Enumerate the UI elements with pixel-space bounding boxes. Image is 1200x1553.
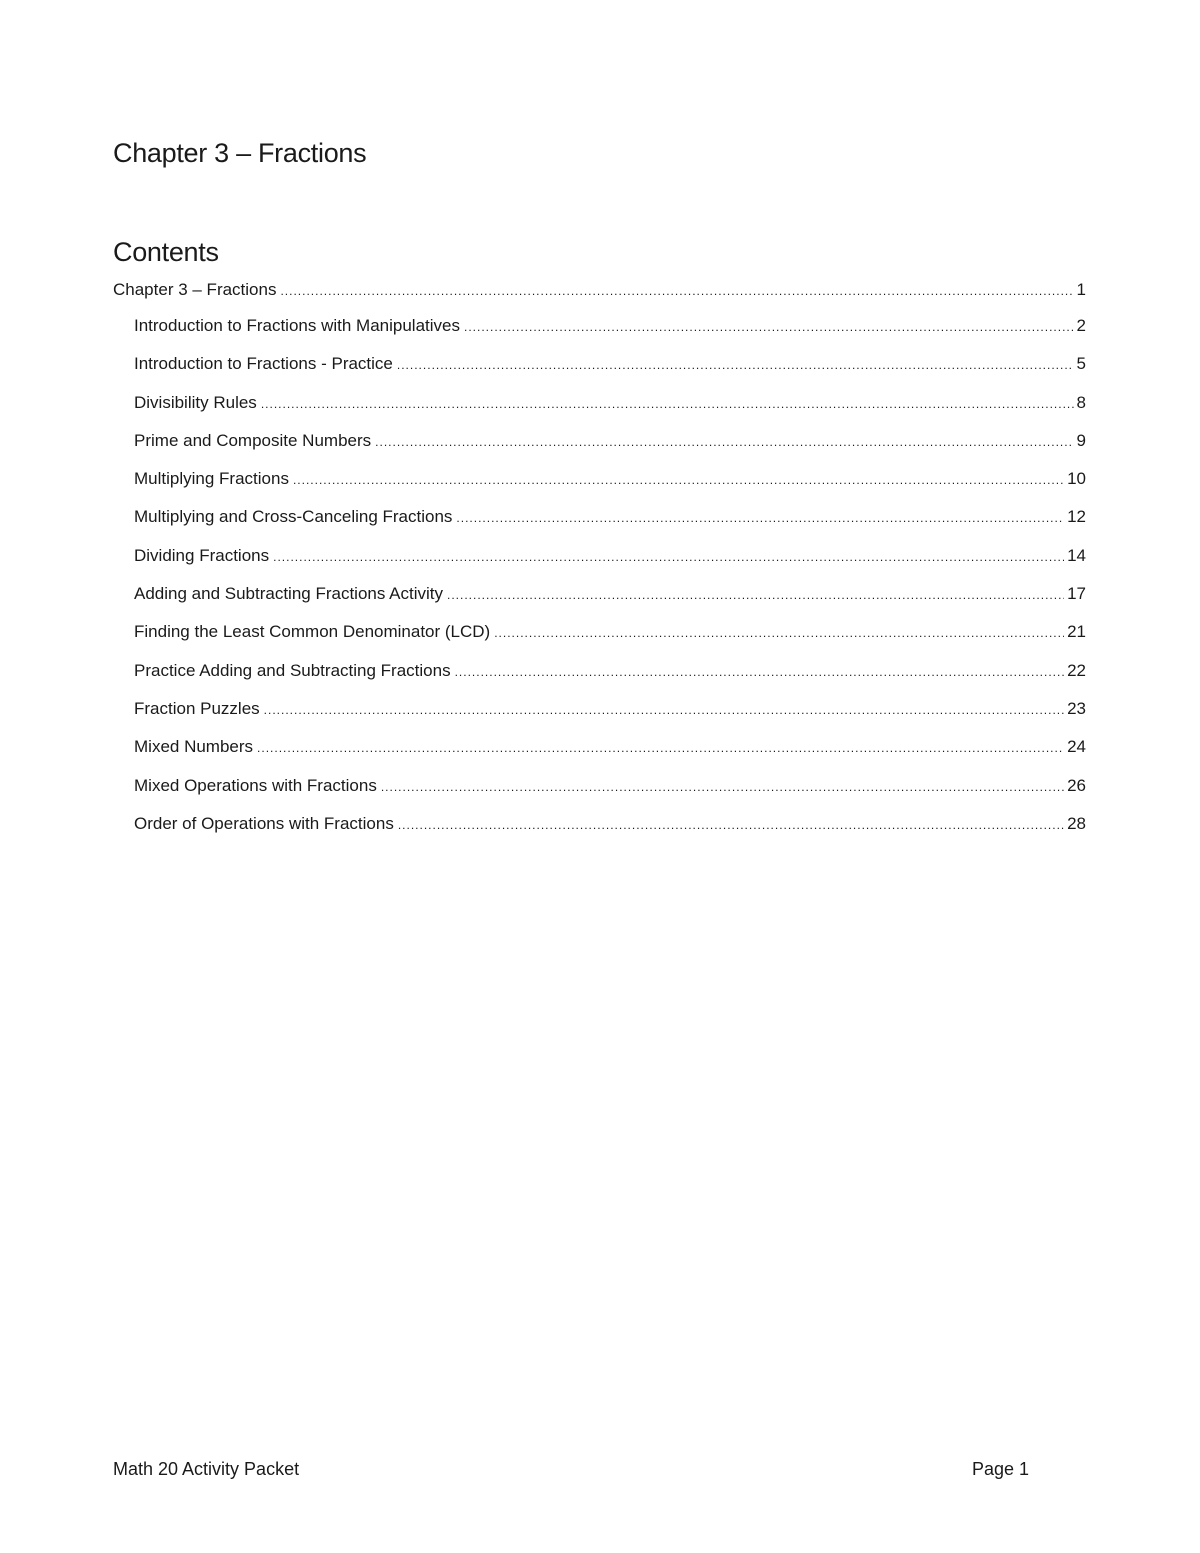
toc-entry[interactable]: [113, 352, 1086, 390]
toc-dot-leader: [494, 621, 1064, 645]
toc-entry[interactable]: [113, 544, 1086, 582]
toc-entry[interactable]: [113, 467, 1086, 505]
toc-entry-label: Prime and Composite Numbers: [134, 430, 372, 450]
toc-dot-leader: [398, 813, 1064, 837]
toc-entry[interactable]: [113, 314, 1086, 352]
toc-entry-label: Finding the Least Common Denominator (LCD): [134, 622, 491, 642]
toc-entry-page: 28: [1067, 813, 1086, 833]
toc-entry-label: Fraction Puzzles: [134, 698, 260, 718]
toc-entry-label: Order of Operations with Fractions: [134, 813, 394, 833]
toc-entry[interactable]: [113, 278, 1086, 314]
toc-entry[interactable]: [113, 735, 1086, 773]
toc-entry-page: 24: [1067, 737, 1086, 757]
toc-entry[interactable]: [113, 659, 1086, 697]
toc-entry[interactable]: [113, 505, 1086, 543]
toc-dot-leader: [257, 736, 1064, 760]
toc-entry-page: 23: [1067, 698, 1086, 718]
toc-entry-label: Multiplying Fractions: [134, 469, 289, 489]
toc-dot-leader: [280, 279, 1073, 303]
toc-dot-leader: [273, 545, 1064, 569]
toc-entry-label: Dividing Fractions: [134, 545, 270, 565]
toc-entry-page: 2: [1076, 316, 1086, 335]
footer-page-number: Page 1: [972, 1459, 1030, 1479]
toc-entry[interactable]: [113, 391, 1086, 429]
toc-dot-leader: [381, 775, 1064, 799]
toc-dot-leader: [397, 353, 1074, 377]
toc-entry-page: 14: [1067, 545, 1086, 565]
toc-dot-leader: [293, 468, 1064, 492]
toc-entry-label: Introduction to Fractions - Practice: [134, 354, 393, 374]
toc-dot-leader: [447, 583, 1064, 607]
chapter-title: Chapter 3 – Fractions: [113, 138, 367, 168]
toc-dot-leader: [261, 392, 1074, 416]
toc-entry-page: 21: [1067, 622, 1086, 642]
toc-dot-leader: [264, 698, 1064, 722]
toc-entry[interactable]: [113, 582, 1086, 620]
toc-entry-label: Multiplying and Cross-Canceling Fractions: [134, 507, 453, 527]
toc-entry[interactable]: [113, 774, 1086, 812]
toc-entry-page: 5: [1076, 354, 1086, 374]
toc-dot-leader: [456, 506, 1064, 530]
toc-entry-label: Practice Adding and Subtracting Fractions: [134, 660, 451, 680]
toc-entry-label: Adding and Subtracting Fractions Activity: [134, 584, 443, 604]
toc-entry-label: Introduction to Fractions with Manipulatives: [134, 316, 460, 335]
toc-entry-page: 22: [1067, 660, 1086, 680]
toc-entry-label: Chapter 3 – Fractions: [113, 280, 277, 299]
toc-dot-leader: [375, 430, 1073, 454]
toc-dot-leader: [455, 660, 1065, 684]
toc-entry-page: 1: [1076, 280, 1086, 299]
toc-entry[interactable]: [113, 697, 1086, 735]
toc-entry-label: Divisibility Rules: [134, 392, 257, 412]
toc-entry-page: 10: [1067, 469, 1086, 489]
toc-entry-label: Mixed Numbers: [134, 737, 254, 757]
toc-dot-leader: [464, 315, 1074, 339]
contents-heading: Contents: [113, 237, 219, 267]
toc-entry-page: 9: [1076, 430, 1086, 450]
toc-entry[interactable]: [113, 429, 1086, 467]
toc-entry-label: Mixed Operations with Fractions: [134, 775, 377, 795]
toc-entry-page: 12: [1067, 507, 1086, 527]
toc-entry-page: 17: [1067, 584, 1086, 604]
table-of-contents: [113, 278, 1086, 850]
toc-entry-page: 8: [1076, 392, 1086, 412]
toc-entry[interactable]: [113, 620, 1086, 658]
footer-title: Math 20 Activity Packet: [113, 1459, 300, 1479]
toc-entry-page: 26: [1067, 775, 1086, 795]
toc-entry[interactable]: [113, 812, 1086, 850]
